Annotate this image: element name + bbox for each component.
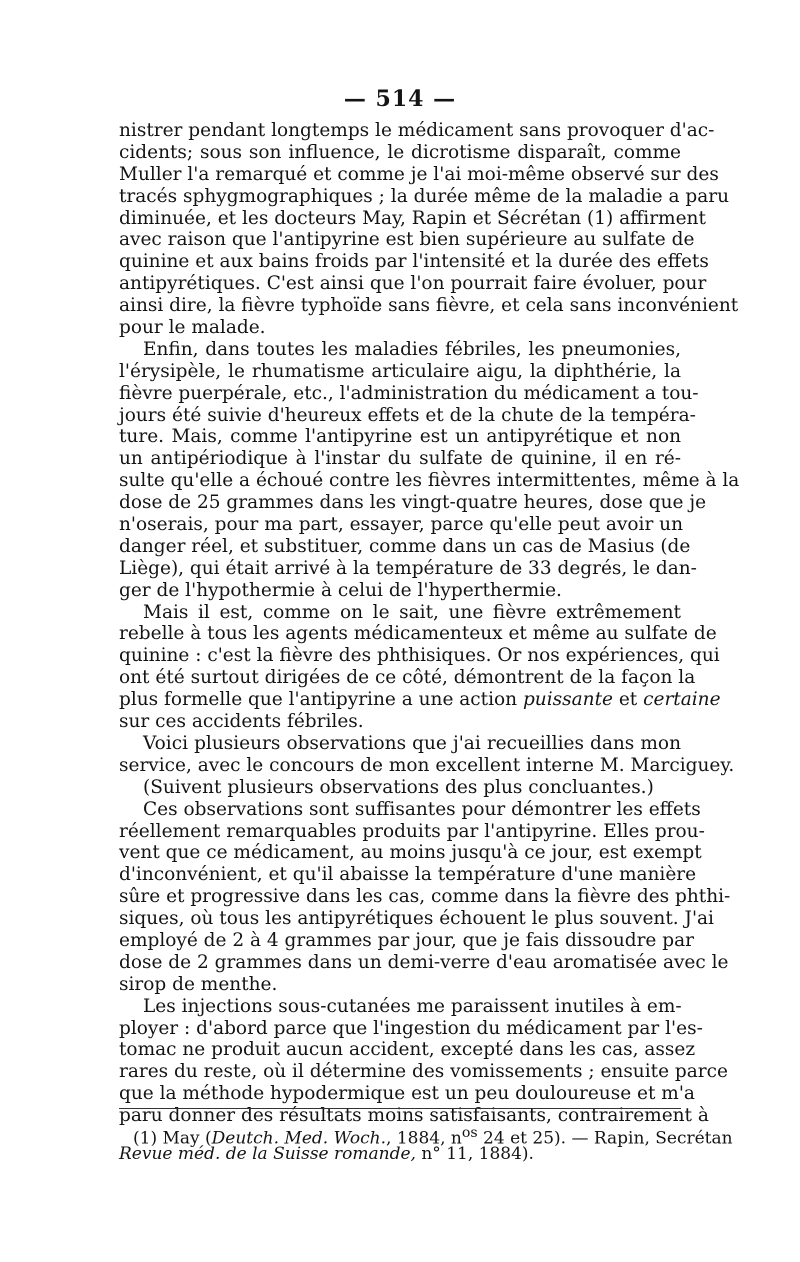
- footnote-superscript: os: [461, 1125, 478, 1141]
- text-line: d'inconvénient, et qu'il abaisse la température d'une manière: [119, 864, 697, 886]
- text-line: rares du reste, où il détermine des vomissements ; ensuite parce: [119, 1061, 728, 1083]
- text-line: réellement remarquables produits par l'antipyrine. Elles prou-: [119, 820, 705, 842]
- text-line: avec raison que l'antipyrine est bien supérieure au sulfate de: [119, 229, 695, 251]
- text-line: sûre et progressive dans les cas, comme dans la fièvre des phthi-: [119, 886, 731, 908]
- text-line: [119, 689, 721, 711]
- text-line: Ces observations sont suffisantes pour démontrer les effets: [143, 798, 701, 820]
- text-line: fièvre puerpérale, etc., l'administration du médicament a tou-: [119, 382, 699, 404]
- text-line: sur ces accidents fébriles.: [119, 711, 364, 733]
- text-line: l'érysipèle, le rhumatisme articulaire aigu, la diphthérie, la: [119, 360, 681, 382]
- text-line: ainsi dire, la fièvre typhoïde sans fièvre, et cela sans inconvénient: [119, 295, 739, 317]
- footnote-journal: Revue méd. de la Suisse romande,: [119, 1144, 416, 1164]
- text-line: n'oserais, pour ma part, essayer, parce qu'elle peut avoir un: [119, 514, 684, 536]
- text-line: ture. Mais, comme l'antipyrine est un antipyrétique et non: [119, 426, 681, 448]
- text-line: dose de 2 grammes dans un demi-verre d'eau aromatisée avec le: [119, 951, 729, 973]
- body-text: [119, 120, 740, 1127]
- text-line: employé de 2 à 4 grammes par jour, que je fais dissoudre par: [119, 929, 694, 951]
- footnote-divider: [119, 1108, 681, 1109]
- text-line: ont été surtout dirigées de ce côté, démontrent de la façon la: [119, 667, 696, 689]
- text-line: Liège), qui était arrivé à la température de 33 degrés, le dan-: [119, 557, 697, 579]
- text-line: sirop de menthe.: [119, 973, 278, 995]
- text-segment: et: [618, 689, 638, 711]
- text-line: service, avec le concours de mon excellent interne M. Marciguey.: [119, 754, 735, 776]
- text-line: que la méthode hypodermique est un peu douloureuse et m'a: [119, 1083, 695, 1105]
- text-line: tracés sphygmographiques ; la durée même de la maladie a paru: [119, 185, 730, 207]
- text-line: vent que ce médicament, au moins jusqu'à ce jour, est exempt: [119, 842, 702, 864]
- text-line: siques, où tous les antipyrétiques échouent le plus souvent. J'ai: [119, 908, 714, 930]
- footnote-text: (1) May (: [133, 1128, 212, 1149]
- text-line: ployer : d'abord parce que l'ingestion du médicament par l'es-: [119, 1017, 703, 1039]
- text-line: Mais il est, comme on le sait, une fièvre extrêmement: [143, 601, 681, 623]
- footnote-text: n° 11, 1884).: [415, 1144, 534, 1164]
- text-line: rebelle à tous les agents médicamenteux et même au sulfate de: [119, 623, 717, 645]
- text-line: un antipériodique à l'instar du sulfate de quinine, il en ré-: [119, 448, 681, 470]
- text-line: Muller l'a remarqué et comme je l'ai moi-même observé sur des: [119, 163, 719, 185]
- text-line: Voici plusieurs observations que j'ai recueillies dans mon: [143, 732, 681, 754]
- text-line: diminuée, et les docteurs May, Rapin et Sécrétan (1) affirment: [119, 207, 706, 229]
- italic-word: certaine: [643, 689, 721, 711]
- italic-word: puissante: [522, 689, 613, 711]
- footnote-journal: Deutch. Med. Woch.: [211, 1128, 387, 1149]
- text-line: nistrer pendant longtemps le médicament sans provoquer d'ac-: [119, 120, 715, 141]
- text-line: paru donner des résultats moins satisfaisants, contrairement à: [119, 1105, 709, 1127]
- text-line: quinine et aux bains froids par l'intensité et la durée des effets: [119, 251, 709, 273]
- text-line: danger réel, et substituer, comme dans un cas de Masius (de: [119, 535, 691, 557]
- page-number: — 514 —: [343, 86, 457, 112]
- text-line: sulte qu'elle a échoué contre les fièvres intermittentes, même à la: [119, 470, 740, 492]
- text-line: quinine : c'est la fièvre des phthisiques. Or nos expériences, qui: [119, 645, 720, 667]
- text-segment: plus formelle que l'antipyrine a une action: [119, 689, 518, 711]
- text-line: jours été suivie d'heureux effets et de la chute de la tempéra-: [119, 404, 696, 426]
- text-line: pour le malade.: [119, 317, 266, 339]
- text-line: dose de 25 grammes dans les vingt-quatre heures, dose que je: [119, 492, 707, 514]
- footnote-line: [119, 1123, 733, 1149]
- text-line: (Suivent plusieurs observations des plus concluantes.): [143, 776, 654, 798]
- text-line: antipyrétiques. C'est ainsi que l'on pourrait faire évoluer, pour: [119, 273, 707, 295]
- text-line: tomac ne produit aucun accident, excepté dans les cas, assez: [119, 1039, 696, 1061]
- text-line: ger de l'hypothermie à celui de l'hyperthermie.: [119, 579, 562, 601]
- text-line: Enfin, dans toutes les maladies fébriles, les pneumonies,: [143, 338, 681, 360]
- footnotes: [119, 1123, 733, 1165]
- footnote-text: , 1884, n: [386, 1128, 462, 1149]
- text-line: Les injections sous-cutanées me paraissent inutiles à em-: [143, 995, 682, 1017]
- footnote-text: 24 et 25). — Rapin, Secrétan: [477, 1128, 733, 1149]
- text-line: cidents; sous son influence, le dicrotisme disparaît, comme: [119, 141, 681, 163]
